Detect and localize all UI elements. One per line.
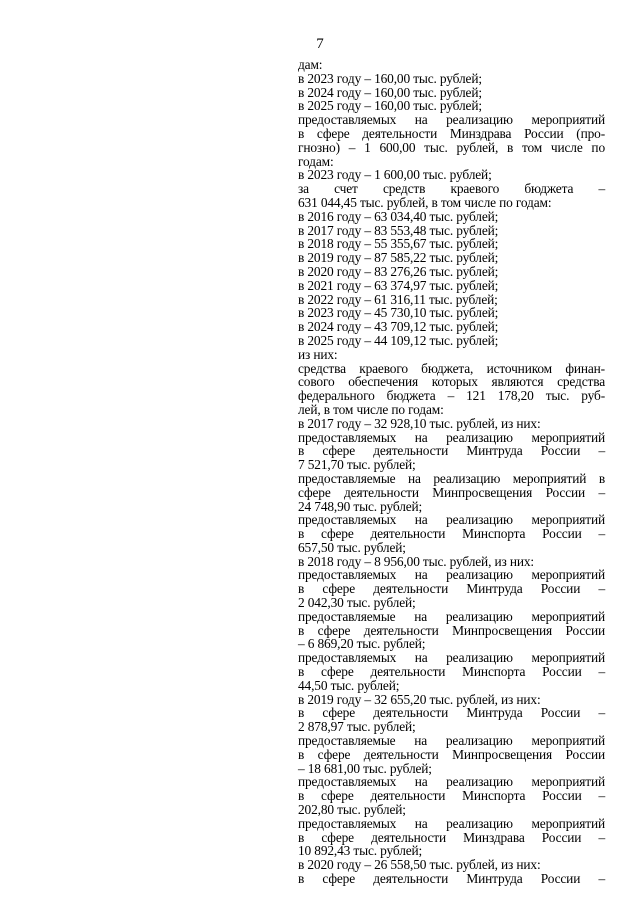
text-line: в 2019 году – 32 655,20 тыс. рублей, из них: xyxy=(298,691,541,707)
text-line: в сфере деятельности Минтруда России – xyxy=(298,443,605,459)
text-line: 202,80 тыс. рублей; xyxy=(298,802,406,818)
text-line: в 2019 году – 87 585,22 тыс. рублей; xyxy=(298,250,499,266)
text-line: в 2018 году – 55 355,67 тыс. рублей; xyxy=(298,236,499,252)
text-line: в 2021 году – 63 374,97 тыс. рублей; xyxy=(298,277,499,293)
text-line: в сфере деятельности Минтруда России – xyxy=(298,581,605,597)
text-line: в сфере деятельности Минтруда России – xyxy=(298,705,605,721)
text-line: в 2018 году – 8 956,00 тыс. рублей, из них: xyxy=(298,553,534,569)
text-line: предоставляемых на реализацию мероприятий xyxy=(298,774,605,790)
text-line: в 2023 году – 1 600,00 тыс. рублей; xyxy=(298,167,492,183)
text-line: годам: xyxy=(298,153,334,169)
text-line: из них: xyxy=(298,346,338,362)
text-line: в сфере деятельности Минспорта России – xyxy=(298,526,605,542)
text-line: 10 892,43 тыс. рублей; xyxy=(298,843,423,859)
text-line: в 2024 году – 160,00 тыс. рублей; xyxy=(298,84,482,100)
text-line: за счет средств краевого бюджета – xyxy=(298,181,605,197)
text-line: федерального бюджета – 121 178,20 тыс. руб- xyxy=(298,388,605,404)
text-line: в 2017 году – 83 553,48 тыс. рублей; xyxy=(298,222,499,238)
text-line: предоставляемых на реализацию мероприятий xyxy=(298,512,605,528)
text-line: – 6 869,20 тыс. рублей; xyxy=(298,636,426,652)
text-line: в 2022 году – 61 316,11 тыс. рублей; xyxy=(298,291,498,307)
text-line: в 2020 году – 83 276,26 тыс. рублей; xyxy=(298,263,499,279)
text-line: предоставляемые на реализацию мероприятий xyxy=(298,608,605,624)
text-line: 24 748,90 тыс. рублей; xyxy=(298,498,423,514)
text-line: средства краевого бюджета, источником финан- xyxy=(298,360,605,376)
text-line: сфере деятельности Минпросвещения России – xyxy=(298,484,605,500)
text-line: предоставляемые на реализацию мероприятий в xyxy=(298,470,605,486)
text-line: 2 878,97 тыс. рублей; xyxy=(298,719,416,735)
text-line: предоставляемых на реализацию мероприятий xyxy=(298,112,605,128)
text-line: предоставляемых на реализацию мероприятий xyxy=(298,815,605,831)
text-line: в 2017 году – 32 928,10 тыс. рублей, из них: xyxy=(298,415,541,431)
text-line: лей, в том числе по годам: xyxy=(298,401,444,417)
text-line: в сфере деятельности Минпросвещения России xyxy=(298,622,605,638)
text-line: в сфере деятельности Минспорта России – xyxy=(298,788,605,804)
text-line: в сфере деятельности Минтруда России – xyxy=(298,871,605,887)
text-line: – 18 681,00 тыс. рублей; xyxy=(298,760,432,776)
text-line: сового обеспечения которых являются средства xyxy=(298,374,605,390)
text-line: в 2023 году – 45 730,10 тыс. рублей; xyxy=(298,305,499,321)
text-line: в 2024 году – 43 709,12 тыс. рублей; xyxy=(298,319,499,335)
text-line: дам: xyxy=(298,57,323,72)
text-line: в сфере деятельности Минздрава России (про- xyxy=(298,125,605,141)
text-line: 44,50 тыс. рублей; xyxy=(298,677,400,693)
text-line: в сфере деятельности Минспорта России – xyxy=(298,664,605,680)
text-line: в 2020 году – 26 558,50 тыс. рублей, из них: xyxy=(298,857,541,873)
text-line: предоставляемых на реализацию мероприятий xyxy=(298,567,605,583)
text-line: в сфере деятельности Минпросвещения России xyxy=(298,746,605,762)
text-line: предоставляемых на реализацию мероприятий xyxy=(298,650,605,666)
text-line: предоставляемых на реализацию мероприятий xyxy=(298,429,605,445)
text-line: в 2016 году – 63 034,40 тыс. рублей; xyxy=(298,208,499,224)
text-line: в 2025 году – 160,00 тыс. рублей; xyxy=(298,98,482,114)
text-line: 2 042,30 тыс. рублей; xyxy=(298,595,416,611)
text-line: предоставляемые на реализацию мероприятий xyxy=(298,733,605,749)
text-line: в 2023 году – 160,00 тыс. рублей; xyxy=(298,70,482,86)
text-line: 657,50 тыс. рублей; xyxy=(298,539,406,555)
text-line: 631 044,45 тыс. рублей, в том числе по годам: xyxy=(298,194,552,210)
text-column xyxy=(298,58,605,886)
page-number: 7 xyxy=(316,36,324,52)
text-line: в сфере деятельности Минздрава России – xyxy=(298,829,605,845)
text-line: 7 521,70 тыс. рублей; xyxy=(298,457,416,473)
text-line: в 2025 году – 44 109,12 тыс. рублей; xyxy=(298,332,499,348)
text-line: гнозно) – 1 600,00 тыс. рублей, в том числе по xyxy=(298,139,605,155)
